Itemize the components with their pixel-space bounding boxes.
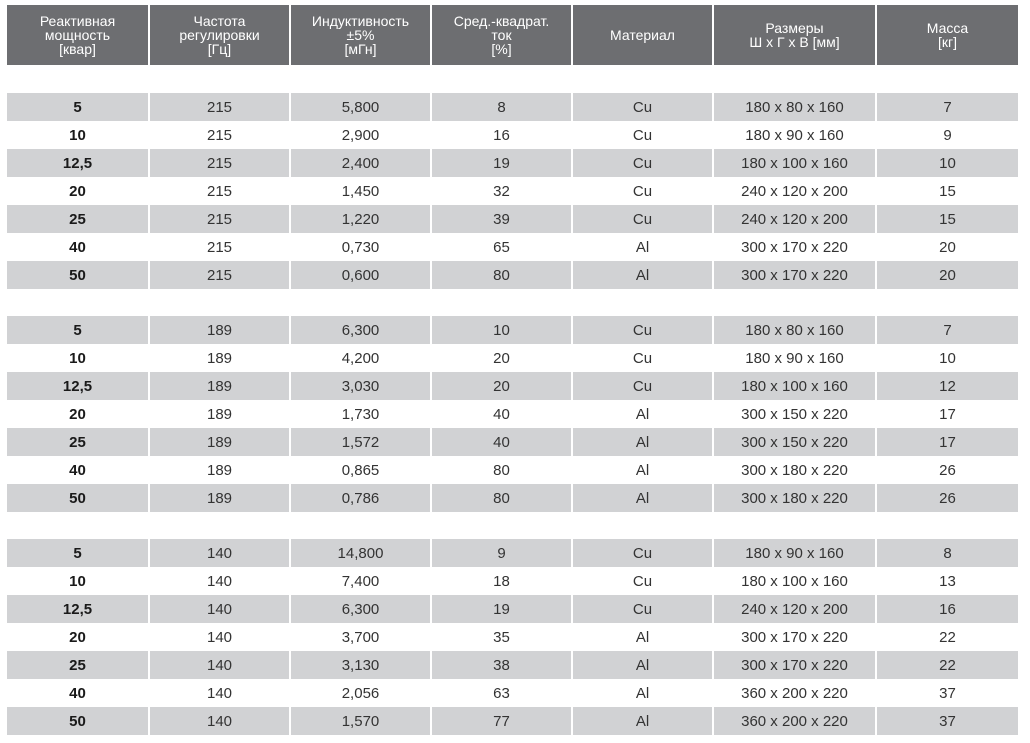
cell-material: Al <box>573 707 712 735</box>
table-row <box>7 679 1024 707</box>
group-spacer <box>7 512 1024 539</box>
cell-frequency: 215 <box>150 93 289 121</box>
cell-inductance: 1,572 <box>291 428 430 456</box>
cell-dimensions: 360 x 200 x 220 <box>741 684 848 702</box>
cell-mass: 17 <box>877 428 1018 456</box>
table-row <box>7 261 1024 289</box>
cell-material: Al <box>573 484 712 512</box>
cell-rms-current: 40 <box>493 405 510 423</box>
cell-mass: 17 <box>939 405 956 423</box>
cell-rms-current: 19 <box>432 595 571 623</box>
cell-rms-current: 63 <box>493 684 510 702</box>
cell-inductance: 14,800 <box>291 539 430 567</box>
cell-inductance: 5,800 <box>291 93 430 121</box>
cell-inductance: 0,865 <box>341 461 380 479</box>
cell-frequency: 140 <box>206 572 233 590</box>
cell-rms-current: 77 <box>432 707 571 735</box>
cell-dimensions: 180 x 100 x 160 <box>741 572 848 590</box>
cell-power: 40 <box>69 461 86 479</box>
cell-inductance: 1,570 <box>291 707 430 735</box>
table-row <box>7 205 1024 233</box>
cell-frequency: 140 <box>150 651 289 679</box>
cell-mass: 26 <box>939 461 956 479</box>
cell-power: 25 <box>7 651 148 679</box>
cell-material: Cu <box>632 182 653 200</box>
cell-frequency: 215 <box>150 149 289 177</box>
cell-dimensions: 180 x 90 x 160 <box>745 126 844 144</box>
header-line: [кг] <box>937 34 957 50</box>
cell-power: 40 <box>69 684 86 702</box>
cell-mass: 15 <box>939 182 956 200</box>
cell-rms-current: 9 <box>432 539 571 567</box>
table-row <box>7 623 1024 651</box>
cell-power: 20 <box>69 405 86 423</box>
cell-frequency: 140 <box>206 684 233 702</box>
header-line: Размеры <box>765 20 824 36</box>
cell-mass: 20 <box>877 261 1018 289</box>
header-cell-frequency <box>150 5 289 65</box>
cell-rms-current: 16 <box>493 126 510 144</box>
reactor-spec-table <box>7 5 1024 735</box>
cell-dimensions: 360 x 200 x 220 <box>714 707 875 735</box>
group-spacer <box>7 289 1024 316</box>
table-row <box>7 595 1024 623</box>
header-line: [мГн] <box>344 41 377 57</box>
cell-rms-current: 39 <box>432 205 571 233</box>
cell-inductance: 6,300 <box>291 316 430 344</box>
cell-power: 5 <box>7 539 148 567</box>
cell-material: Al <box>573 428 712 456</box>
cell-power: 5 <box>7 316 148 344</box>
cell-power: 10 <box>69 126 86 144</box>
cell-dimensions: 240 x 120 x 200 <box>714 595 875 623</box>
header-line: ток <box>491 27 512 43</box>
cell-inductance: 1,220 <box>291 205 430 233</box>
cell-rms-current: 10 <box>432 316 571 344</box>
table-row <box>7 707 1024 735</box>
header-cell-inductance <box>291 5 430 65</box>
cell-inductance: 1,730 <box>341 405 380 423</box>
group-spacer <box>7 65 1024 93</box>
header-line: [%] <box>491 41 512 57</box>
cell-power: 12,5 <box>7 149 148 177</box>
cell-rms-current: 35 <box>493 628 510 646</box>
cell-dimensions: 180 x 90 x 160 <box>714 539 875 567</box>
cell-power: 10 <box>69 349 86 367</box>
cell-mass: 22 <box>939 628 956 646</box>
header-cell-material <box>573 5 712 65</box>
cell-dimensions: 180 x 100 x 160 <box>714 372 875 400</box>
cell-material: Al <box>635 461 650 479</box>
cell-mass: 26 <box>877 484 1018 512</box>
cell-power: 20 <box>69 628 86 646</box>
cell-rms-current: 32 <box>493 182 510 200</box>
cell-frequency: 140 <box>150 539 289 567</box>
cell-power: 25 <box>7 205 148 233</box>
cell-inductance: 3,030 <box>291 372 430 400</box>
cell-dimensions: 180 x 80 x 160 <box>714 316 875 344</box>
cell-frequency: 215 <box>206 126 233 144</box>
header-cell-power <box>7 5 148 65</box>
cell-frequency: 189 <box>206 461 233 479</box>
header-line: Индуктивность <box>311 13 410 29</box>
cell-mass: 22 <box>877 651 1018 679</box>
table-row <box>7 651 1024 679</box>
header-line: [квар] <box>59 41 96 57</box>
cell-mass: 37 <box>877 707 1018 735</box>
cell-material: Al <box>573 261 712 289</box>
table-row <box>7 316 1024 344</box>
cell-power: 50 <box>7 707 148 735</box>
cell-mass: 37 <box>939 684 956 702</box>
cell-power: 12,5 <box>7 595 148 623</box>
cell-rms-current: 80 <box>432 484 571 512</box>
cell-dimensions: 300 x 170 x 220 <box>714 651 875 679</box>
table-row <box>7 567 1024 595</box>
cell-rms-current: 65 <box>493 238 510 256</box>
cell-mass: 10 <box>939 349 956 367</box>
cell-inductance: 3,700 <box>341 628 380 646</box>
cell-rms-current: 19 <box>432 149 571 177</box>
cell-inductance: 7,400 <box>341 572 380 590</box>
cell-material: Al <box>573 651 712 679</box>
header-line: Сред.-квадрат. <box>453 13 550 29</box>
cell-inductance: 1,450 <box>341 182 380 200</box>
cell-dimensions: 300 x 180 x 220 <box>741 461 848 479</box>
cell-power: 50 <box>7 261 148 289</box>
cell-rms-current: 8 <box>432 93 571 121</box>
cell-mass: 20 <box>939 238 956 256</box>
cell-dimensions: 300 x 170 x 220 <box>741 238 848 256</box>
cell-rms-current: 40 <box>432 428 571 456</box>
header-line: ±5% <box>346 27 375 43</box>
cell-material: Cu <box>573 93 712 121</box>
cell-material: Cu <box>573 205 712 233</box>
header-cell-rms-current <box>432 5 571 65</box>
cell-frequency: 140 <box>150 707 289 735</box>
table-row <box>7 149 1024 177</box>
cell-rms-current: 20 <box>432 372 571 400</box>
table-row <box>7 344 1024 372</box>
cell-dimensions: 300 x 180 x 220 <box>714 484 875 512</box>
cell-frequency: 215 <box>150 261 289 289</box>
cell-power: 10 <box>69 572 86 590</box>
table-row <box>7 428 1024 456</box>
cell-inductance: 3,130 <box>291 651 430 679</box>
cell-mass: 13 <box>939 572 956 590</box>
cell-frequency: 189 <box>206 405 233 423</box>
header-cell-dimensions <box>714 5 875 65</box>
cell-frequency: 189 <box>206 349 233 367</box>
cell-power: 12,5 <box>7 372 148 400</box>
cell-inductance: 4,200 <box>341 349 380 367</box>
cell-power: 50 <box>7 484 148 512</box>
cell-material: Cu <box>632 126 653 144</box>
cell-material: Cu <box>632 349 653 367</box>
table-row <box>7 233 1024 261</box>
cell-mass: 15 <box>877 205 1018 233</box>
cell-inductance: 0,786 <box>291 484 430 512</box>
header-line: мощность <box>44 27 111 43</box>
cell-dimensions: 300 x 170 x 220 <box>741 628 848 646</box>
table-row <box>7 121 1024 149</box>
cell-material: Cu <box>573 149 712 177</box>
cell-frequency: 189 <box>150 428 289 456</box>
cell-dimensions: 180 x 90 x 160 <box>745 349 844 367</box>
cell-frequency: 189 <box>150 316 289 344</box>
cell-frequency: 215 <box>150 205 289 233</box>
cell-material: Al <box>635 628 650 646</box>
cell-rms-current: 20 <box>493 349 510 367</box>
cell-frequency: 215 <box>206 238 233 256</box>
cell-inductance: 2,900 <box>341 126 380 144</box>
cell-mass: 10 <box>877 149 1018 177</box>
cell-frequency: 189 <box>150 372 289 400</box>
cell-material: Cu <box>632 572 653 590</box>
table-row <box>7 177 1024 205</box>
header-cell-mass <box>877 5 1018 65</box>
cell-rms-current: 18 <box>493 572 510 590</box>
cell-mass: 12 <box>877 372 1018 400</box>
cell-inductance: 0,600 <box>291 261 430 289</box>
cell-mass: 16 <box>877 595 1018 623</box>
cell-rms-current: 38 <box>432 651 571 679</box>
cell-material: Al <box>635 405 650 423</box>
table-row <box>7 93 1024 121</box>
cell-frequency: 189 <box>150 484 289 512</box>
cell-dimensions: 240 x 120 x 200 <box>714 205 875 233</box>
cell-dimensions: 300 x 170 x 220 <box>714 261 875 289</box>
cell-material: Cu <box>573 372 712 400</box>
cell-dimensions: 300 x 150 x 220 <box>714 428 875 456</box>
header-line: регулировки <box>179 27 260 43</box>
table-body <box>7 65 1024 735</box>
cell-frequency: 215 <box>206 182 233 200</box>
cell-mass: 9 <box>943 126 952 144</box>
table-row <box>7 484 1024 512</box>
cell-dimensions: 300 x 150 x 220 <box>741 405 848 423</box>
header-line: Масса <box>926 20 969 36</box>
header-line: Реактивная <box>39 13 116 29</box>
cell-mass: 7 <box>877 93 1018 121</box>
cell-power: 5 <box>7 93 148 121</box>
cell-material: Cu <box>573 539 712 567</box>
cell-power: 20 <box>69 182 86 200</box>
table-row <box>7 372 1024 400</box>
table-row <box>7 400 1024 428</box>
table-row <box>7 456 1024 484</box>
cell-material: Al <box>635 238 650 256</box>
cell-rms-current: 80 <box>432 261 571 289</box>
cell-dimensions: 240 x 120 x 200 <box>741 182 848 200</box>
cell-inductance: 6,300 <box>291 595 430 623</box>
table-row <box>7 539 1024 567</box>
header-line: [Гц] <box>207 41 232 57</box>
header-line: Ш x Г x В [мм] <box>749 34 840 50</box>
table-header <box>7 5 1024 65</box>
cell-material: Cu <box>573 316 712 344</box>
cell-frequency: 140 <box>206 628 233 646</box>
cell-dimensions: 180 x 80 x 160 <box>714 93 875 121</box>
cell-power: 40 <box>69 238 86 256</box>
cell-material: Al <box>635 684 650 702</box>
cell-mass: 7 <box>877 316 1018 344</box>
cell-inductance: 2,056 <box>341 684 380 702</box>
cell-power: 25 <box>7 428 148 456</box>
cell-mass: 8 <box>877 539 1018 567</box>
cell-inductance: 0,730 <box>341 238 380 256</box>
header-line: Материал <box>610 27 675 43</box>
cell-frequency: 140 <box>150 595 289 623</box>
cell-rms-current: 80 <box>493 461 510 479</box>
cell-dimensions: 180 x 100 x 160 <box>714 149 875 177</box>
cell-material: Cu <box>573 595 712 623</box>
header-line: Частота <box>193 13 246 29</box>
cell-inductance: 2,400 <box>291 149 430 177</box>
